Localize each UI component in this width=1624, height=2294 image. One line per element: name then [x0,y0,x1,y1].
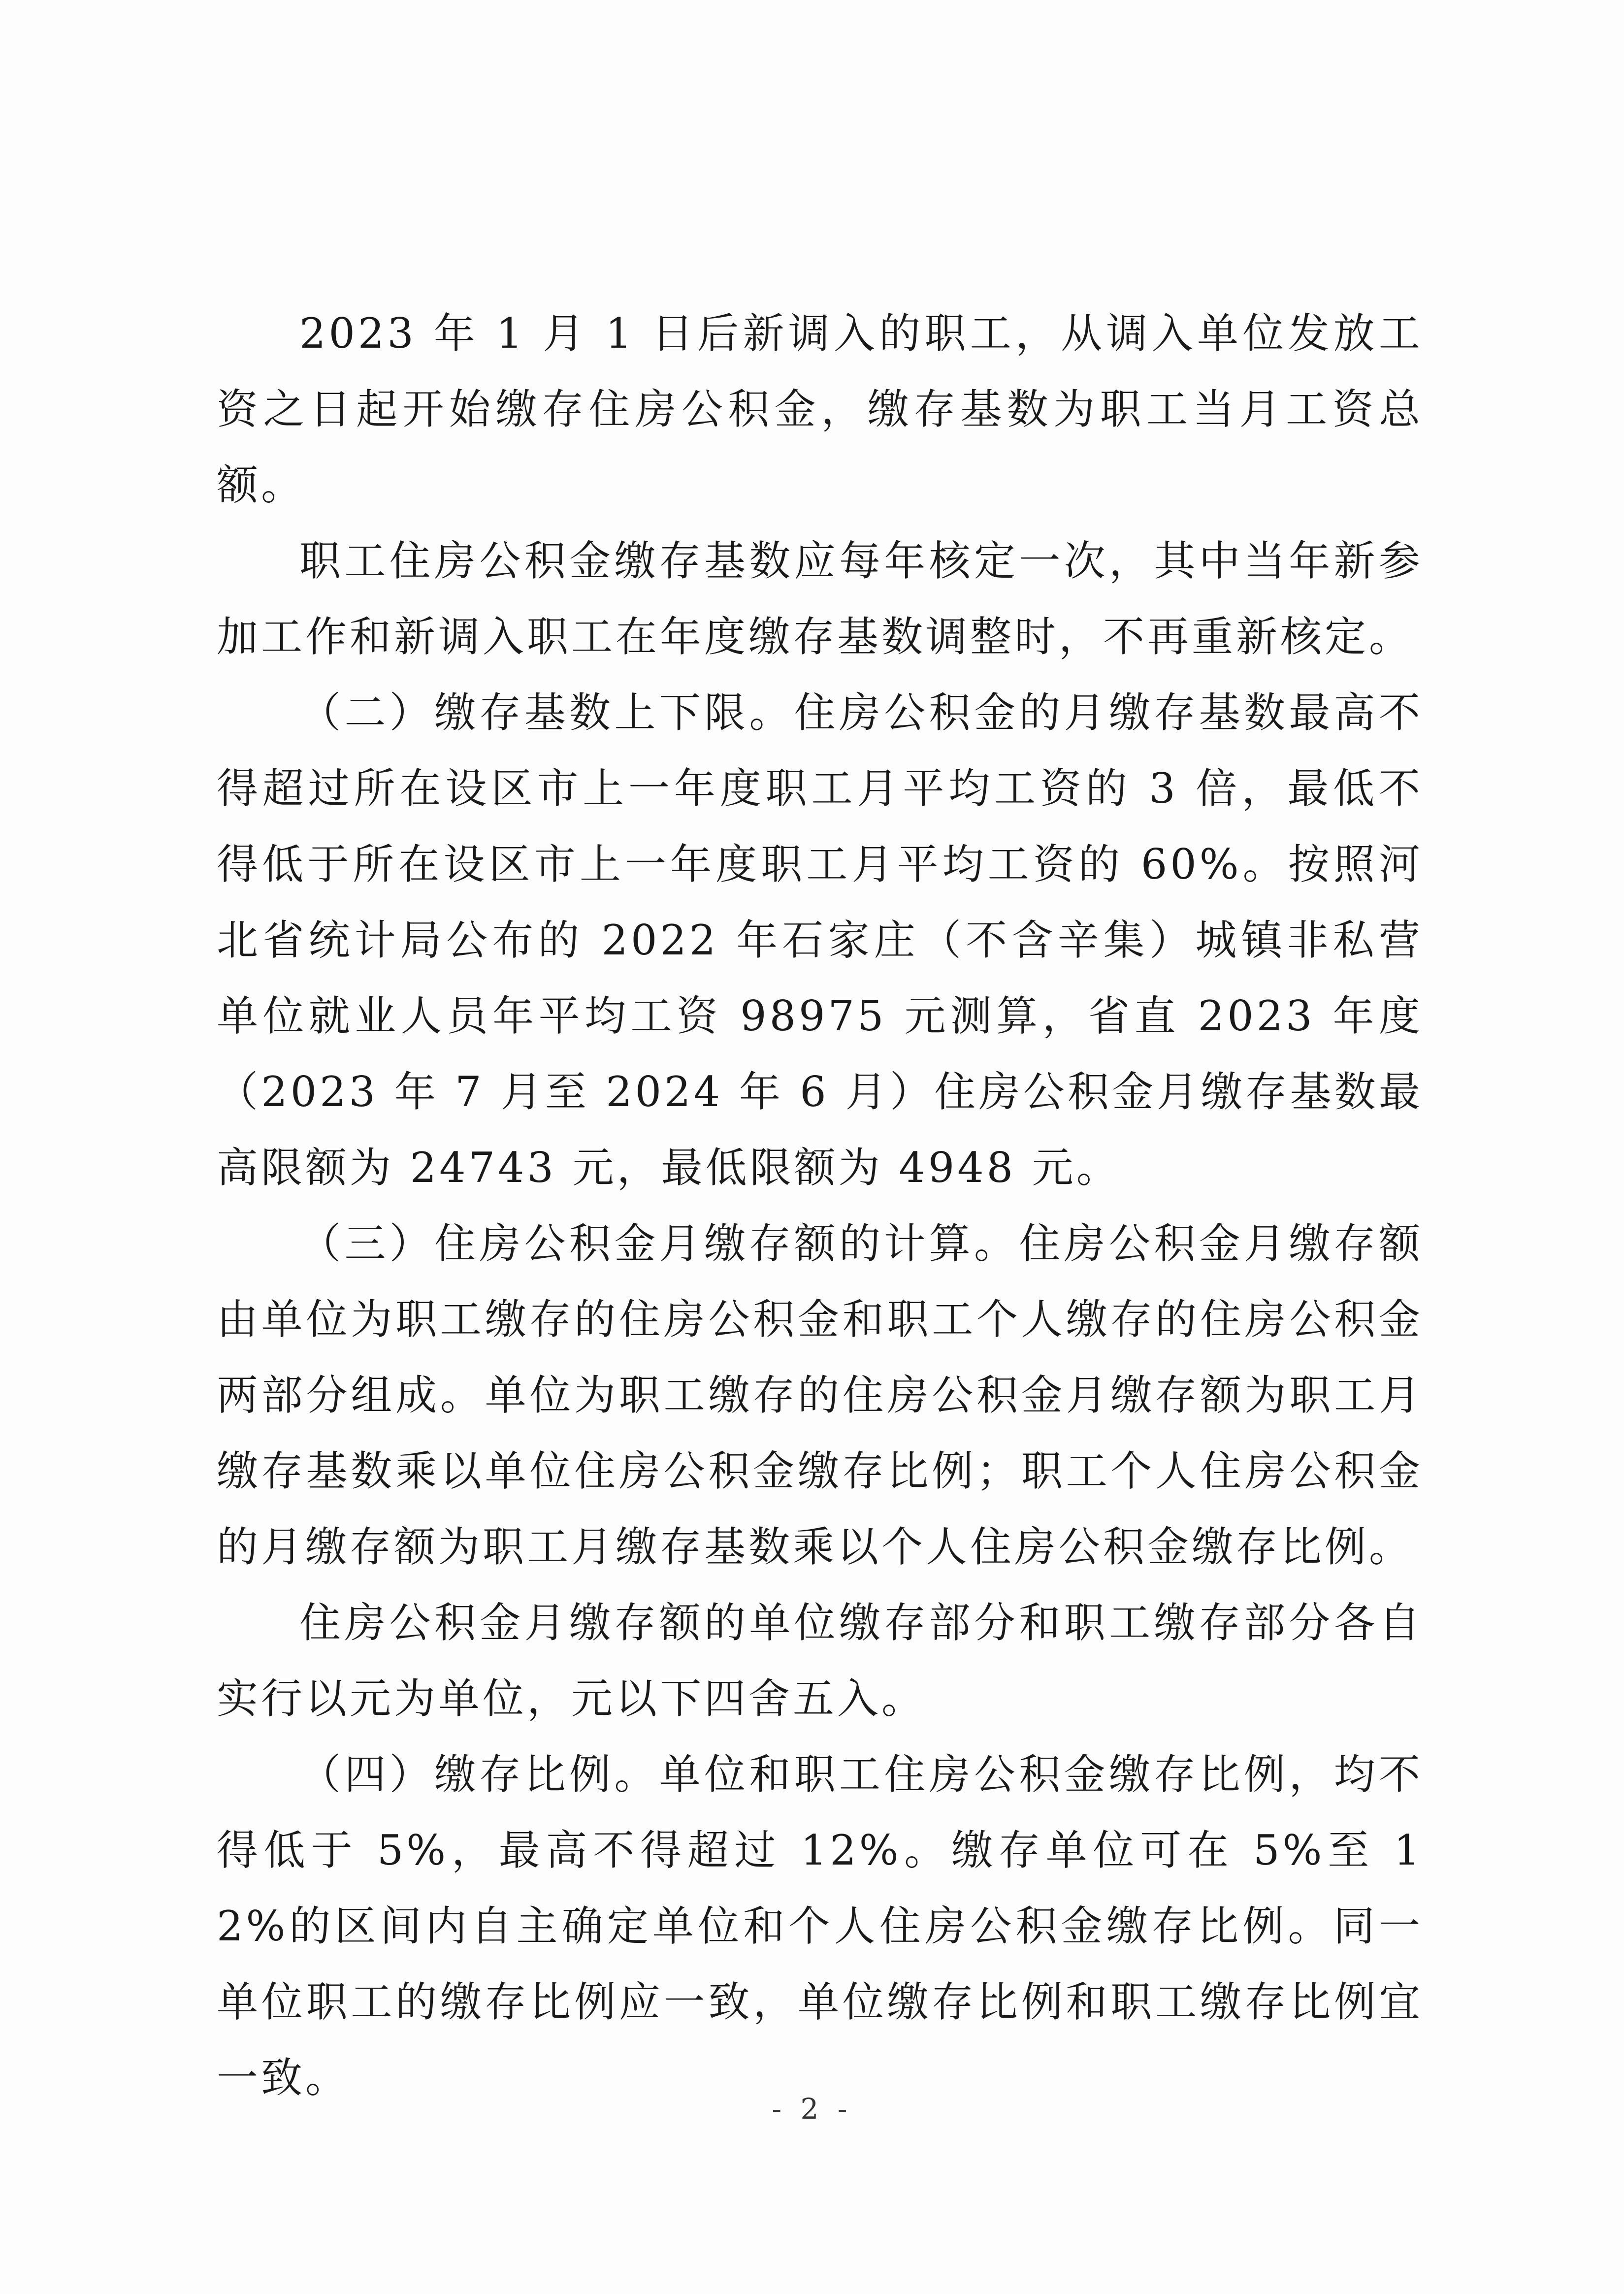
paragraph-rounding-rule: 住房公积金月缴存额的单位缴存部分和职工缴存部分各自实行以元为单位，元以下四舍五入。 [217,1599,1423,1723]
paragraph-new-transfer-employees: 2023 年 1 月 1 日后新调入的职工，从调入单位发放工资之日起开始缴存住房公积金，缴存基数为职工当月工资总额。 [217,309,1423,509]
page-number: - 2 - [772,2092,852,2126]
paragraph-monthly-amount-calculation: （三）住房公积金月缴存额的计算。住房公积金月缴存额由单位为职工缴存的住房公积金和职工个人缴存的住房公积金两部分组成。单位为职工缴存的住房公积金月缴存额为职工月缴存基数乘以单位住房公积金缴存比例；职工个人住房公积金的月缴存额为职工月缴存基数乘以个人住房公积金缴存比例。 [217,1219,1423,1571]
document-body [217,295,1423,2116]
paragraph-contribution-ratio: （四）缴存比例。单位和职工住房公积金缴存比例，均不得低于 5%，最高不得超过 12%。缴存单位可在 5%至 12%的区间内自主确定单位和个人住房公积金缴存比例。同一单位职工的缴存比例应一致，单位缴存比例和职工缴存比例宜一致。 [217,1750,1423,2102]
paragraph-base-limits: （二）缴存基数上下限。住房公积金的月缴存基数最高不得超过所在设区市上一年度职工月平均工资的 3 倍，最低不得低于所在设区市上一年度职工月平均工资的 60%。按照河北省统计局公布的 2022 年石家庄（不含辛集）城镇非私营单位就业人员年平均工资 98975 元测算，省直 2023 年度（2023 年 7 月至 2024 年 6 月）住房公积金月缴存基数最高限额为 24743 元，最低限额为 4948 元。 [217,688,1423,1192]
paragraph-annual-base-review: 职工住房公积金缴存基数应每年核定一次，其中当年新参加工作和新调入职工在年度缴存基数调整时，不再重新核定。 [217,537,1423,661]
